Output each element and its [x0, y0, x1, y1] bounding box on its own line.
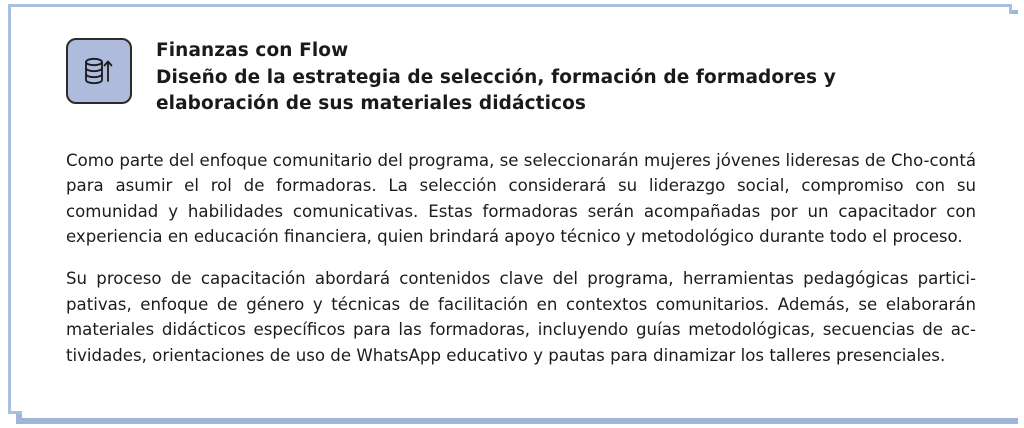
card-title-line-1: Finanzas con Flow: [156, 40, 349, 61]
database-growth-icon: [66, 38, 132, 104]
card-body: [66, 148, 976, 368]
body-paragraph-1: Como parte del enfoque comunitario del programa, se seleccionarán mujeres jóvenes lideresas de Cho-contá para asumir el rol de formadoras. La selección considerará su liderazgo social, compromiso con su comunidad y habilidades comunicativas. Estas formadoras serán acompañadas por un capacitador con experiencia en educación financiera, quien brindará apoyo técnico y metodológico durante todo el proceso.: [66, 150, 976, 246]
card-frame: [8, 4, 1012, 414]
card-title-line-3: elaboración de sus materiales didácticos: [156, 93, 587, 115]
body-paragraph-2: Su proceso de capacitación abordará contenidos clave del programa, herramientas pedagógicas partici-pativas, enfoque de género y técnicas de facilitación en contextos comunitarios. Además, se elaborarán materiales didácticos específicos para las formadoras, incluyendo guías metodológicas, secuencias de ac-tividades, orientaciones de uso de WhatsApp educativo y pautas para dinamizar los talleres presenciales.: [66, 269, 976, 365]
card-title-line-2: Diseño de la estrategia de selección, formación de formadores y: [156, 66, 836, 88]
card-content: [22, 14, 1020, 418]
title-block: [156, 36, 836, 118]
card-header: [66, 36, 976, 118]
